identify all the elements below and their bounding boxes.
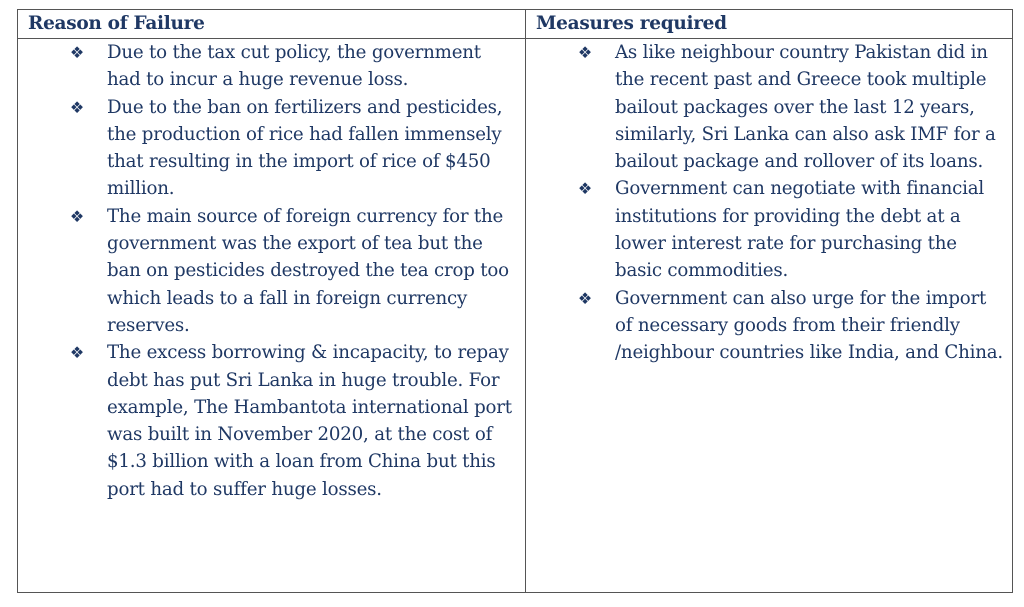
measure-text: As like neighbour country Pakistan did in the recent past and Greece took multiple bailout packages over the last 12 years, similarly, Sri Lanka can also ask IMF for a bailout package and rollover of its loans. [615,42,996,173]
header-measures-required: Measures required [526,10,1013,39]
diamond-bullet-icon: ❖ [69,43,85,62]
comparison-table [17,9,1013,593]
reasons-cell [18,39,526,593]
diamond-bullet-icon: ❖ [577,43,593,62]
reason-item [18,94,525,203]
header-reason-of-failure: Reason of Failure [18,10,526,39]
diamond-bullet-icon: ❖ [577,179,593,199]
diamond-bullet-icon: ❖ [69,343,85,363]
reason-item [18,203,525,339]
measure-item [526,285,1012,367]
diamond-bullet-icon: ❖ [577,288,593,308]
diamond-bullet-icon: ❖ [69,97,85,117]
measure-item [526,39,1012,175]
measure-item [526,175,1012,284]
reasons-list [18,39,525,503]
reason-item [18,39,525,94]
measure-text: Government can negotiate with financial institutions for providing the debt at a lower interest rate for purchasing the basic commodities. [615,178,985,282]
diamond-bullet-icon: ❖ [69,206,85,226]
reason-text: Due to the ban on fertilizers and pesticides, the production of rice had fallen immensely that resulting in the import of rice of $450 million. [107,96,503,200]
reason-text: Due to the tax cut policy, the government had to incur a huge revenue loss. [107,42,481,91]
header-row [18,10,1013,39]
reason-item [18,339,525,503]
content-row [18,39,1013,593]
measures-cell [526,39,1013,593]
measures-list [526,39,1012,367]
measure-text: Government can also urge for the import of necessary goods from their friendly /neighbour countries like India, and China. [615,287,1003,364]
reason-text: The main source of foreign currency for the government was the export of tea but the ban on pesticides destroyed the tea crop too which leads to a fall in foreign currency reserves. [107,205,509,336]
reason-text: The excess borrowing & incapacity, to repay debt has put Sri Lanka in huge trouble. For example, The Hambantota international port was built in November 2020, at the cost of $1.3 billion with a loan from China but this port had to suffer huge losses. [107,342,512,500]
